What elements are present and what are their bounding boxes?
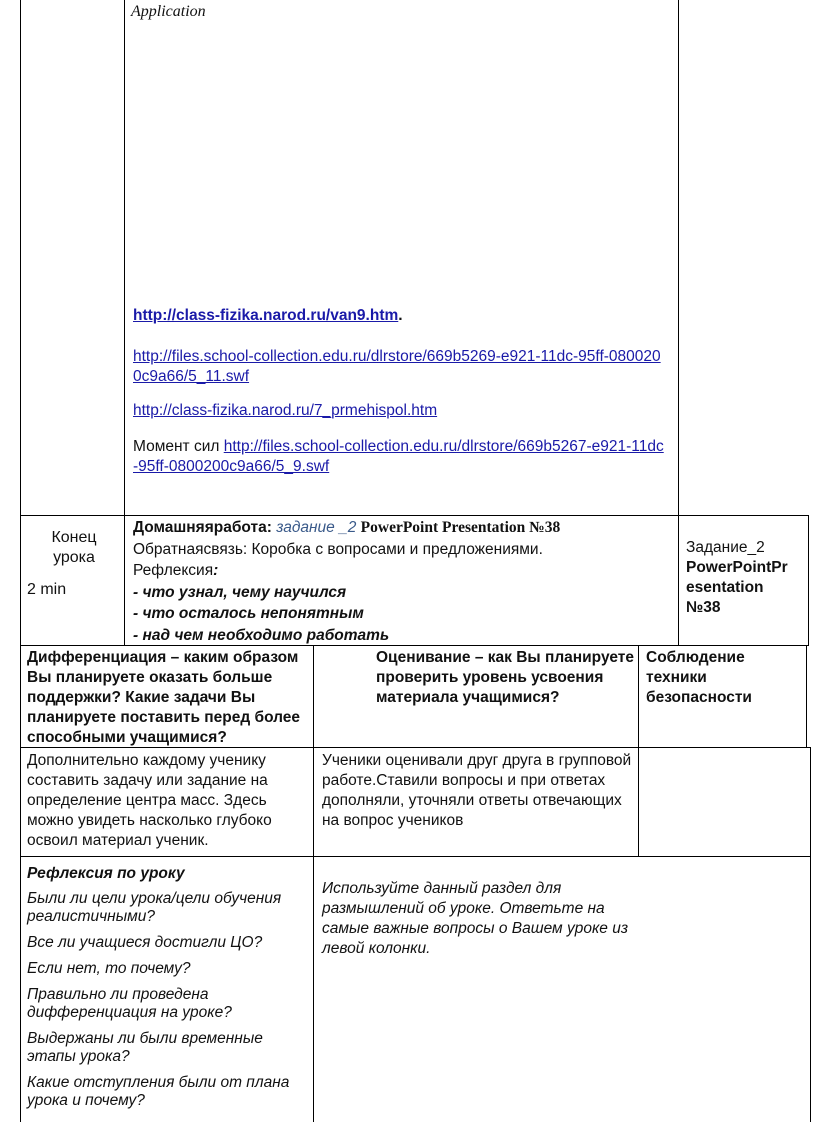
link-row-2 [133,347,663,387]
reflection-title: Рефлексия по уроку [27,865,185,882]
differentiation-header: Дифференциация – каким образом Вы планируете оказать больше поддержки? Какие задачи Вы планируете поставить перед более способными учащимися? [27,649,301,746]
application-label: Application [131,3,206,20]
reflection-question-2: Все ли учащиеся достигли ЦО? [27,934,263,951]
stage-cell [24,528,124,600]
resource-line-4: №38 [686,599,721,616]
link-school-collection-5-11[interactable]: http://files.school-collection.edu.ru/dlrstore/669b5269-e921-11dc-95ff-0800200c9a66/5_11.swf [133,348,661,385]
link-class-fizika-van9[interactable]: http://class-fizika.narod.ru/van9.htm [133,307,399,324]
resources-cell [686,538,806,618]
resource-line-1: Задание_2 [686,539,765,556]
reflection-colon: : [213,562,219,579]
link-1-suffix: . [398,307,403,324]
reflection-item-3: - над чем необходимо работать [133,626,390,644]
resource-line-3: esentation [686,579,764,596]
link-row-4 [133,437,668,477]
reflection-section [27,865,309,1110]
stage-label-1: Конец [51,529,97,546]
link-row-3 [133,401,673,421]
reflection-question-1: Были ли цели урока/цели обучения реалистичными? [27,890,282,925]
homework-task: задание _2 [276,519,357,536]
reflection-question-6: Какие отступления были от плана урока и почему? [27,1074,290,1109]
resource-line-2: PowerPointPr [686,559,788,576]
differentiation-content: Дополнительно каждому ученику составить задачу или задание на определение центра масс. Здесь можно увидеть насколько глубоко освоил материал ученик. [27,752,272,849]
reflection-instructions: Используйте данный раздел для размышлений об уроке. Ответьте на самые важные вопросы о Вашем уроке из левой колонки. [322,880,629,957]
stage-duration: 2 min [27,581,67,598]
homework-line [133,517,678,539]
moment-sil-label: Момент сил [133,438,224,455]
reflection-line [133,560,678,582]
reflection-item-2: - что осталось непонятным [133,605,364,622]
safety-header: Соблюдение техники безопасности [646,649,752,706]
link-class-fizika-prmehispol[interactable]: http://class-fizika.narod.ru/7_prmehispol.htm [133,402,438,419]
reflection-question-3: Если нет, то почему? [27,960,191,977]
reflection-item-1: - что узнал, чему научился [133,583,347,601]
reflection-question-5: Выдержаны ли были временные этапы урока? [27,1030,263,1065]
homework-label: Домашняяработа: [133,519,272,536]
feedback-line: Обратнаясвязь: Коробка с вопросами и предложениями. [133,540,543,558]
assessment-content: Ученики оценивали друг друга в групповой работе.Ставили вопросы и при ответах дополняли, уточняли ответы отвечающих на вопрос учеников [322,752,632,829]
link-row-1 [133,306,673,326]
homework-cell [133,517,678,646]
assessment-header: Оценивание – как Вы планируете проверить уровень усвоения материала учащимися? [376,649,634,706]
stage-label-2: урока [53,549,95,566]
link-school-collection-5-9[interactable]: http://files.school-collection.edu.ru/dlrstore/669b5267-e921-11dc-95ff-0800200c9a66/5_9.swf [133,438,664,475]
reflection-label: Рефлексия [133,562,214,579]
homework-presentation: PowerPoint Presentation №38 [360,519,561,536]
reflection-question-4: Правильно ли проведена дифференциация на уроке? [27,986,232,1021]
